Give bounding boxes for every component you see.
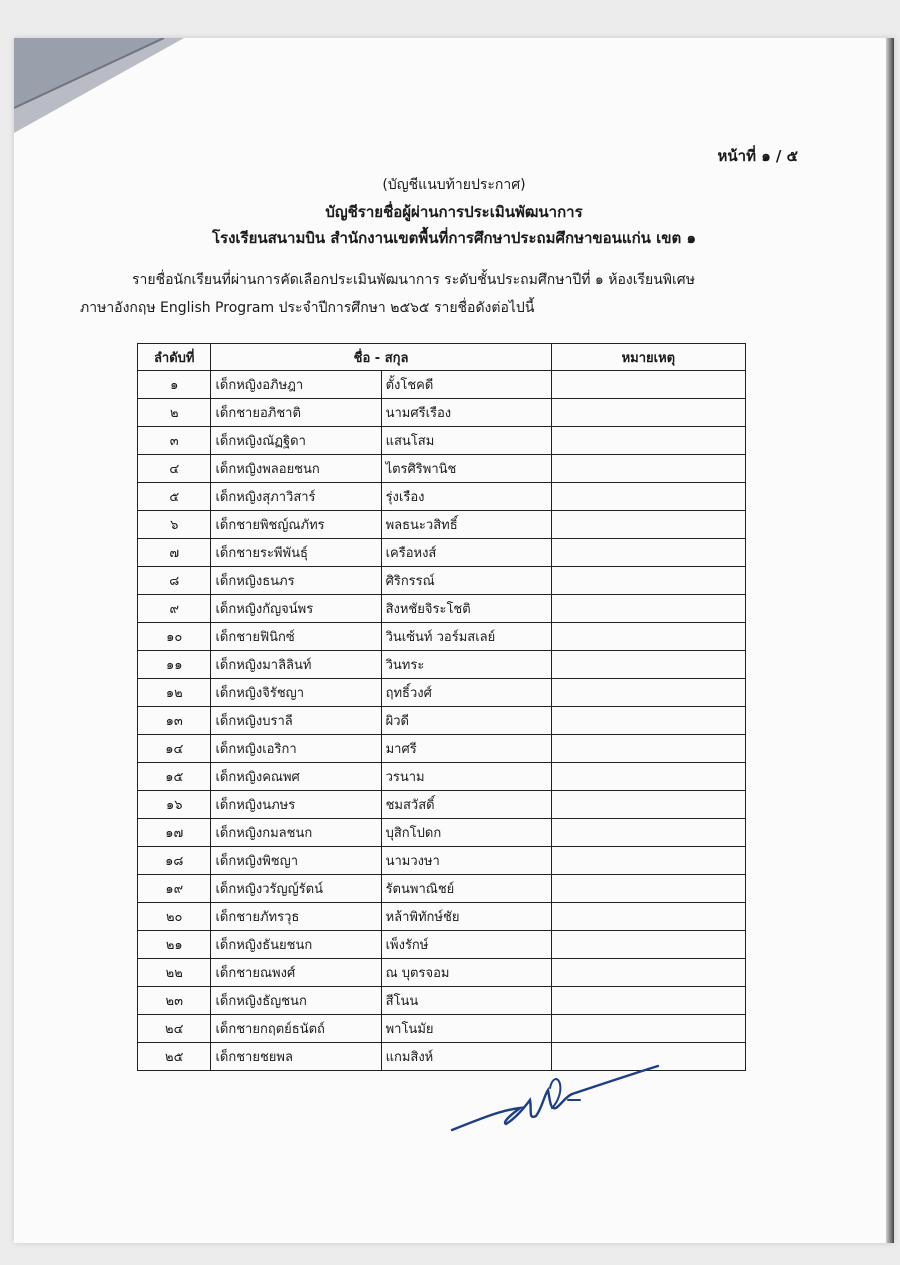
row-number: ๑๒: [138, 679, 211, 707]
first-name: เด็กชายกฤตย์ธนัตถ์: [211, 1015, 381, 1043]
table-row: [138, 455, 746, 483]
table-row: [138, 875, 746, 903]
document-title: บัญชีรายชื่อผู้ผ่านการประเมินพัฒนาการ: [325, 203, 583, 221]
last-name: บุสิกโปดก: [381, 819, 551, 847]
note-cell: [551, 651, 745, 679]
table-row: [138, 819, 746, 847]
page-corner-shadow: [14, 38, 184, 138]
row-number: ๗: [138, 539, 211, 567]
row-number: ๑๖: [138, 791, 211, 819]
first-name: เด็กหญิงธนภร: [211, 567, 381, 595]
row-number: ๑๕: [138, 763, 211, 791]
first-name: เด็กหญิงวรัญญ์รัตน์: [211, 875, 381, 903]
signature-mark: [432, 1038, 672, 1148]
note-cell: [551, 595, 745, 623]
row-number: ๒๑: [138, 931, 211, 959]
first-name: เด็กหญิงกมลชนก: [211, 819, 381, 847]
last-name: แสนโสม: [381, 427, 551, 455]
header-name: ชื่อ - สกุล: [211, 344, 551, 371]
first-name: เด็กหญิงพลอยชนก: [211, 455, 381, 483]
last-name: ชมสวัสดิ์: [381, 791, 551, 819]
last-name: วินเซ้นท์ วอร์มสเลย์: [381, 623, 551, 651]
note-cell: [551, 847, 745, 875]
row-number: ๒๕: [138, 1043, 211, 1071]
last-name: รัตนพาณิชย์: [381, 875, 551, 903]
note-cell: [551, 371, 745, 399]
first-name: เด็กชายฟินิกซ์: [211, 623, 381, 651]
table-row: [138, 427, 746, 455]
attachment-label: (บัญชีแนบท้ายประกาศ): [382, 177, 526, 193]
first-name: เด็กหญิงธันยชนก: [211, 931, 381, 959]
first-name: เด็กชายชยพล: [211, 1043, 381, 1071]
row-number: ๒๔: [138, 1015, 211, 1043]
row-number: ๒๒: [138, 959, 211, 987]
first-name: เด็กหญิงณัฏฐิดา: [211, 427, 381, 455]
last-name: วรนาม: [381, 763, 551, 791]
header-note: หมายเหตุ: [551, 344, 745, 371]
row-number: ๒๓: [138, 987, 211, 1015]
row-number: ๓: [138, 427, 211, 455]
table-row: [138, 539, 746, 567]
note-cell: [551, 763, 745, 791]
note-cell: [551, 735, 745, 763]
last-name: เพ็งรักษ์: [381, 931, 551, 959]
last-name: นามศรีเรือง: [381, 399, 551, 427]
row-number: ๑๓: [138, 707, 211, 735]
note-cell: [551, 903, 745, 931]
note-cell: [551, 483, 745, 511]
last-name: มาศรี: [381, 735, 551, 763]
table-row: [138, 707, 746, 735]
row-number: ๙: [138, 595, 211, 623]
table-row: [138, 651, 746, 679]
first-name: เด็กหญิงจิรัชญา: [211, 679, 381, 707]
first-name: เด็กหญิงสุภาวิสาร์: [211, 483, 381, 511]
last-name: ไตรศิริพานิช: [381, 455, 551, 483]
table-row: [138, 483, 746, 511]
row-number: ๔: [138, 455, 211, 483]
last-name: แกมสิงห์: [381, 1043, 551, 1071]
last-name: หล้าพิทักษ์ชัย: [381, 903, 551, 931]
row-number: ๑๔: [138, 735, 211, 763]
note-cell: [551, 931, 745, 959]
intro-line-1: รายชื่อนักเรียนที่ผ่านการคัดเลือกประเมินพัฒนาการ ระดับชั้นประถมศึกษาปีที่ ๑ ห้องเรียนพิเศษ: [132, 272, 695, 288]
last-name: พาโนมัย: [381, 1015, 551, 1043]
first-name: เด็กชายระพีพันธุ์: [211, 539, 381, 567]
last-name: เครือหงส์: [381, 539, 551, 567]
intro-line-2: ภาษาอังกฤษ English Program ประจำปีการศึกษา ๒๕๖๕ รายชื่อดังต่อไปนี้: [80, 300, 535, 316]
last-name: ณ บุตรจอม: [381, 959, 551, 987]
document-page: [14, 38, 894, 1243]
row-number: ๑๗: [138, 819, 211, 847]
first-name: เด็กหญิงธัญชนก: [211, 987, 381, 1015]
header-no: ลำดับที่: [138, 344, 211, 371]
first-name: เด็กหญิงนภษร: [211, 791, 381, 819]
row-number: ๑๑: [138, 651, 211, 679]
note-cell: [551, 987, 745, 1015]
first-name: เด็กชายภัทรวุธ: [211, 903, 381, 931]
last-name: วินทระ: [381, 651, 551, 679]
school-name: โรงเรียนสนามบิน สำนักงานเขตพื้นที่การศึกษาประถมศึกษาขอนแก่น เขต ๑: [211, 229, 697, 247]
first-name: เด็กชายพิชญ์ณภัทร: [211, 511, 381, 539]
note-cell: [551, 567, 745, 595]
note-cell: [551, 455, 745, 483]
first-name: เด็กหญิงอภิษฎา: [211, 371, 381, 399]
table-row: [138, 679, 746, 707]
row-number: ๖: [138, 511, 211, 539]
row-number: ๑: [138, 371, 211, 399]
last-name: ผิวดี: [381, 707, 551, 735]
first-name: เด็กหญิงบราลี: [211, 707, 381, 735]
note-cell: [551, 875, 745, 903]
last-name: ตั้งโชคดี: [381, 371, 551, 399]
table-row: [138, 567, 746, 595]
note-cell: [551, 791, 745, 819]
table-row: [138, 511, 746, 539]
student-list-table: [137, 343, 746, 1071]
row-number: ๑๘: [138, 847, 211, 875]
first-name: เด็กหญิงคณพศ: [211, 763, 381, 791]
last-name: รุ่งเรือง: [381, 483, 551, 511]
table-row: [138, 791, 746, 819]
table-row: [138, 399, 746, 427]
table-header-row: [138, 344, 746, 371]
last-name: พลธนะวสิทธิ์: [381, 511, 551, 539]
note-cell: [551, 539, 745, 567]
table-row: [138, 847, 746, 875]
note-cell: [551, 399, 745, 427]
table-row: [138, 931, 746, 959]
note-cell: [551, 707, 745, 735]
note-cell: [551, 511, 745, 539]
row-number: ๒: [138, 399, 211, 427]
note-cell: [551, 679, 745, 707]
row-number: ๕: [138, 483, 211, 511]
table-row: [138, 623, 746, 651]
table-row: [138, 595, 746, 623]
note-cell: [551, 623, 745, 651]
table-row: [138, 903, 746, 931]
table-row: [138, 735, 746, 763]
last-name: ฤทธิ์วงศ์: [381, 679, 551, 707]
first-name: เด็กชายอภิชาติ: [211, 399, 381, 427]
first-name: เด็กหญิงมาลิลินท์: [211, 651, 381, 679]
last-name: ศิริกรรณ์: [381, 567, 551, 595]
table-row: [138, 959, 746, 987]
table-row: [138, 371, 746, 399]
row-number: ๑๙: [138, 875, 211, 903]
first-name: เด็กหญิงเอริกา: [211, 735, 381, 763]
table-row: [138, 987, 746, 1015]
row-number: ๘: [138, 567, 211, 595]
note-cell: [551, 427, 745, 455]
note-cell: [551, 959, 745, 987]
first-name: เด็กหญิงกัญจน์พร: [211, 595, 381, 623]
last-name: สิงหชัยจิระโชติ: [381, 595, 551, 623]
row-number: ๒๐: [138, 903, 211, 931]
first-name: เด็กชายณพงศ์: [211, 959, 381, 987]
first-name: เด็กหญิงพิชญา: [211, 847, 381, 875]
last-name: นามวงษา: [381, 847, 551, 875]
page-number: หน้าที่ ๑ / ๕: [717, 147, 798, 165]
table-row: [138, 763, 746, 791]
note-cell: [551, 819, 745, 847]
last-name: สีโนน: [381, 987, 551, 1015]
row-number: ๑๐: [138, 623, 211, 651]
